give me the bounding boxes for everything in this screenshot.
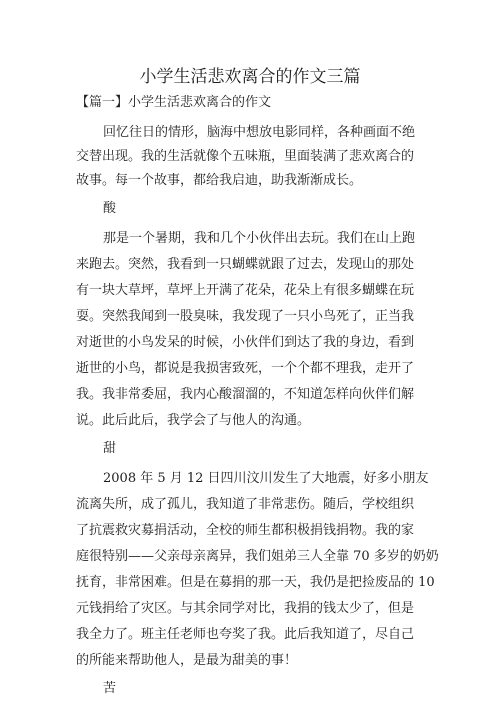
paragraph-line: 我全力了。班主任老师也夸奖了我。此后我知道了，尽自己	[76, 627, 415, 642]
paragraph-line: 逝世的小鸟，都说是我损害致死，一个个都不理我，走开了	[76, 361, 415, 376]
paragraph-line: 耍。突然我闻到一股臭味，我发现了一只小鸟死了，正当我	[76, 309, 415, 324]
paragraph-line: 有一块大草坪，草坪上开满了花朵，花朵上有很多蝴蝶在玩	[76, 283, 415, 298]
section-heading: 【篇一】小学生活悲欢离合的作文	[76, 95, 272, 110]
paragraph-line: 我。我非常委屈，我内心酸溜溜的，不知道怎样向伙伴们解	[76, 387, 415, 402]
paragraph-line: 庭很特别——父亲母亲离异，我们姐弟三人全靠 70 多岁的奶奶	[76, 549, 439, 564]
document-title: 小学生活悲欢离合的作文三篇	[139, 67, 361, 87]
section-marker-sweet: 甜	[103, 441, 117, 456]
paragraph-line: 抚育，非常困难。但是在募捐的那一天，我仍是把捡废品的 10	[76, 575, 435, 590]
paragraph-line: 那是一个暑期，我和几个小伙伴出去玩。我们在山上跑	[103, 231, 416, 246]
paragraph-line: 了抗震救灾募捐活动，全校的师生都积极捐钱捐物。我的家	[76, 523, 415, 538]
paragraph-line: 回忆往日的情形，脑海中想放电影同样，各种画面不绝	[103, 125, 416, 140]
paragraph-line: 对逝世的小鸟发呆的时候，小伙伴们到达了我的身边，看到	[76, 335, 415, 350]
section-marker-bitter: 苦	[103, 681, 117, 696]
paragraph-line: 元钱捐给了灾区。与其余同学对比，我捐的钱太少了，但是	[76, 601, 415, 616]
paragraph-line: 交替出现。我的生活就像个五味瓶，里面装满了悲欢离合的	[76, 149, 415, 164]
paragraph-line: 流离失所，成了孤儿，我知道了非常悲伤。随后，学校组织	[76, 497, 415, 512]
paragraph-line: 的所能来帮助他人，是最为甜美的事！	[76, 653, 298, 668]
paragraph-line: 说。此后此后，我学会了与他人的沟通。	[76, 413, 311, 428]
paragraph-line: 2008 年 5 月 12 日四川汶川发生了大地震，好多小朋友	[103, 471, 429, 486]
paragraph-line: 故事。每一个故事，都给我启迪，助我渐渐成长。	[76, 173, 363, 188]
paragraph-line: 来跑去。突然，我看到一只蝴蝶就跟了过去，发现山的那处	[76, 257, 415, 272]
section-marker-sour: 酸	[103, 201, 117, 216]
